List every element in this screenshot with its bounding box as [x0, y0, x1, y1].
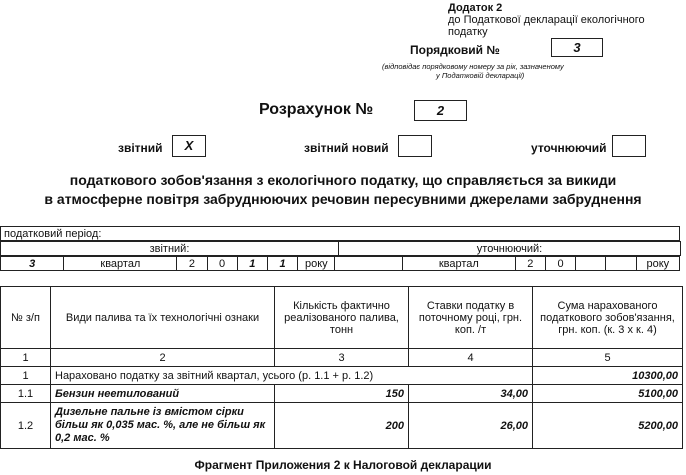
table-header-row [1, 287, 683, 349]
reporting-year-digit[interactable]: 1 [267, 257, 297, 271]
appendix-subtitle: до Податкової декларації екологічного податку [448, 14, 645, 38]
period-title-row [0, 226, 680, 241]
period-clarifying-header: уточнюючий: [339, 242, 681, 256]
row-name: Бензин неетилований [51, 385, 275, 403]
clarifying-year-digit[interactable] [606, 257, 636, 271]
row-rate[interactable]: 26,00 [409, 403, 533, 449]
clarifying-quarter-label: квартал [402, 257, 515, 271]
header-cell: Види палива та їх технологічні ознаки [51, 287, 275, 349]
column-number: 2 [51, 349, 275, 367]
header-cell: Сума нарахованого податкового зобов'язання, грн. коп. (к. 3 х к. 4) [533, 287, 683, 349]
period-headers-row [0, 241, 681, 256]
period-title: податковий період: [1, 227, 680, 241]
clarifying-quarter-value[interactable] [335, 257, 402, 271]
row-sum[interactable]: 10300,00 [533, 367, 683, 385]
serial-note-line2: у Податковій декларації) [436, 71, 525, 80]
calculation-label: Розрахунок № [259, 101, 374, 118]
period-values-row [0, 256, 680, 271]
row-quantity[interactable]: 150 [275, 385, 409, 403]
tax-calculation-table [0, 286, 683, 449]
appendix-title: Додаток 2 [448, 2, 503, 14]
column-number: 1 [1, 349, 51, 367]
period-reporting-header: звітний: [1, 242, 339, 256]
serial-note-line1: (відповідає порядковому номеру за рік, зазначеному [382, 62, 564, 71]
clarifying-year-digit[interactable]: 2 [515, 257, 545, 271]
reporting-year-digit[interactable]: 2 [177, 257, 207, 271]
reporting-year-digit[interactable]: 0 [207, 257, 237, 271]
header-cell: № з/п [1, 287, 51, 349]
column-number: 4 [409, 349, 533, 367]
table-row [1, 403, 683, 449]
serial-number-box[interactable]: 3 [551, 38, 603, 57]
clarifying-label: уточнюючий [531, 141, 607, 155]
row-quantity[interactable]: 200 [275, 403, 409, 449]
clarifying-checkbox[interactable] [612, 135, 646, 157]
clarifying-year-digit[interactable]: 0 [545, 257, 575, 271]
row-rate[interactable]: 34,00 [409, 385, 533, 403]
calculation-number-box[interactable]: 2 [414, 100, 467, 121]
figure-caption: Фрагмент Приложения 2 к Налоговой декларации [194, 458, 492, 472]
row-sum[interactable]: 5100,00 [533, 385, 683, 403]
row-name: Нараховано податку за звітний квартал, усього (р. 1.1 + р. 1.2) [51, 367, 533, 385]
column-number: 3 [275, 349, 409, 367]
clarifying-year-digit[interactable] [576, 257, 606, 271]
column-number-row [1, 349, 683, 367]
clarifying-year-label: року [636, 257, 679, 271]
reporting-quarter-label: квартал [64, 257, 177, 271]
column-number: 5 [533, 349, 683, 367]
reporting-quarter-value[interactable]: 3 [1, 257, 64, 271]
reporting-label: звітний [118, 141, 163, 155]
header-cell: Кількість фактично реалізованого палива, тонн [275, 287, 409, 349]
new-reporting-label: звітний новий [304, 141, 389, 155]
heading-line2: в атмосферне повітря забруднюючих речовин пересувними джерелами забруднення [44, 191, 642, 207]
table-row [1, 385, 683, 403]
row-name: Дизельне пальне із вмістом сірки більш як 0,035 мас. %, але не більш як 0,2 мас. % [51, 403, 275, 449]
heading-line1: податкового зобов'язання з екологічного податку, що справляється за викиди [69, 172, 617, 188]
reporting-year-label: року [298, 257, 335, 271]
reporting-checkbox[interactable]: X [172, 135, 206, 157]
row-number: 1.1 [1, 385, 51, 403]
row-sum[interactable]: 5200,00 [533, 403, 683, 449]
row-number: 1 [1, 367, 51, 385]
header-cell: Ставки податку в поточному році, грн. коп. /т [409, 287, 533, 349]
reporting-year-digit[interactable]: 1 [237, 257, 267, 271]
row-number: 1.2 [1, 403, 51, 449]
table-row [1, 367, 683, 385]
serial-label: Порядковий № [410, 43, 500, 57]
new-reporting-checkbox[interactable] [398, 135, 432, 157]
